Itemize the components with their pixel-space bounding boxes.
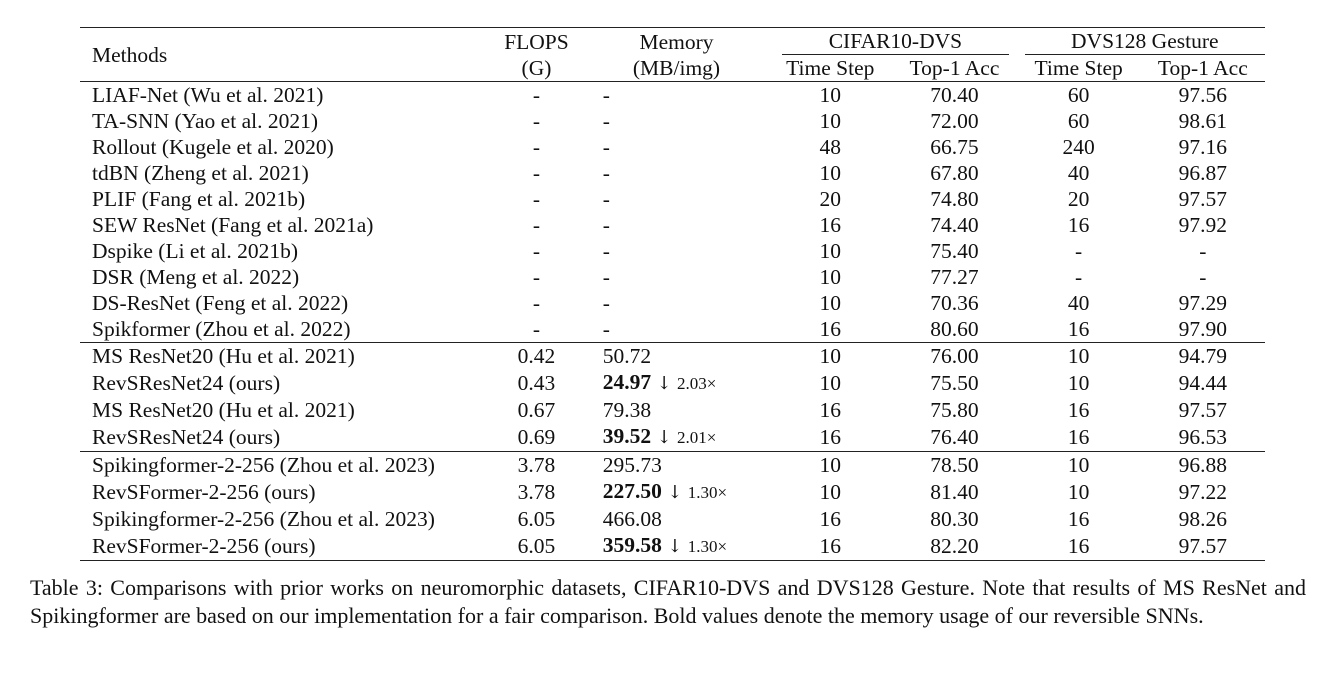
cell-top1-acc-dvs128: 97.90 (1178, 317, 1228, 341)
cell-memory (585, 478, 769, 506)
cell-top1-acc-cifar: 78.50 (892, 452, 1016, 479)
cell-time-step-dvs128: 16 (1017, 532, 1141, 561)
cell-method: LIAF-Net (Wu et al. 2021) (80, 82, 488, 109)
cell-top1-acc-cifar: 75.80 (930, 398, 979, 422)
cell-time-step-dvs128: 10 (1017, 452, 1141, 479)
cell-method: RevSResNet24 (ours) (92, 425, 281, 449)
cell-time-step-cifar: 10 (819, 480, 842, 504)
cell-top1-acc-dvs128: 97.57 (1141, 532, 1265, 561)
cell-time-step-dvs128: 16 (1067, 425, 1090, 449)
cell-method: MS ResNet20 (Hu et al. 2021) (80, 343, 488, 370)
cell-time-step-cifar: 10 (819, 291, 842, 315)
table-body (80, 82, 1265, 561)
cell-flops: - (532, 213, 541, 237)
cell-time-step-dvs128: 16 (1067, 398, 1090, 422)
header-group-cifar10-dvs (768, 28, 1016, 56)
cell-flops: 0.43 (517, 371, 556, 395)
cell-flops: - (532, 187, 541, 211)
table-row (80, 264, 1265, 290)
cell-memory: - (602, 239, 610, 263)
cell-memory: - (602, 109, 610, 133)
cell-method: SEW ResNet (Fang et al. 2021a) (92, 213, 374, 237)
down-arrow-icon: ↓ (667, 536, 683, 557)
cell-method: PLIF (Fang et al. 2021b) (92, 187, 306, 211)
memory-reduction-ratio: 2.03× (676, 374, 717, 393)
cell-flops: - (532, 135, 541, 159)
cell-time-step-dvs128: 16 (1067, 317, 1090, 341)
cell-method: RevSFormer-2-256 (ours) (80, 532, 488, 561)
table-row (80, 343, 1265, 370)
cell-time-step-cifar: 10 (819, 265, 842, 289)
table-row (80, 423, 1265, 452)
results-table (80, 27, 1265, 561)
cell-method: Spikformer (Zhou et al. 2022) (92, 317, 351, 341)
header-memory: Memory (639, 29, 714, 54)
table-row (80, 134, 1265, 160)
down-arrow-icon: ↓ (656, 373, 672, 394)
cell-time-step-dvs128: 20 (1067, 187, 1090, 211)
cell-memory: - (585, 82, 769, 109)
cell-time-step-dvs128: 10 (1017, 343, 1141, 370)
cell-top1-acc-cifar: 80.30 (930, 507, 979, 531)
cell-top1-acc-dvs128: 97.57 (1178, 187, 1228, 211)
cell-top1-acc-cifar: 76.00 (892, 343, 1016, 370)
cell-top1-acc-dvs128: 94.79 (1141, 343, 1265, 370)
cell-time-step-dvs128: - (1075, 239, 1083, 263)
memory-reduction-ratio: 1.30× (687, 537, 728, 556)
cell-top1-acc-dvs128: 97.16 (1178, 135, 1228, 159)
cell-top1-acc-dvs128: - (1199, 265, 1207, 289)
cell-time-step-cifar: 20 (819, 187, 842, 211)
cell-memory (585, 532, 769, 561)
table-row (80, 452, 1265, 479)
cell-time-step-dvs128: 60 (1017, 82, 1141, 109)
cell-flops: - (532, 291, 541, 315)
cell-time-step-cifar: 10 (819, 371, 842, 395)
cell-time-step-dvs128: 16 (1067, 507, 1090, 531)
cell-memory: - (602, 265, 610, 289)
memory-value-bold: 359.58 (602, 533, 662, 557)
cell-flops: 3.78 (517, 480, 556, 504)
header-memory-unit: (MB/img) (632, 56, 721, 80)
cell-time-step-cifar: 16 (768, 532, 892, 561)
cell-method: RevSFormer-2-256 (ours) (92, 480, 316, 504)
cell-time-step-cifar: 10 (819, 239, 842, 263)
cell-method: Spikingformer-2-256 (Zhou et al. 2023) (80, 452, 488, 479)
table-row (80, 316, 1265, 343)
cell-time-step-dvs128: 240 (1062, 135, 1095, 159)
cell-top1-acc-cifar: 70.40 (892, 82, 1016, 109)
cell-top1-acc-cifar: 80.60 (930, 317, 979, 341)
cell-time-step-cifar: 16 (819, 425, 842, 449)
cell-flops: - (532, 265, 541, 289)
cell-memory: - (602, 213, 610, 237)
cell-top1-acc-dvs128: 97.22 (1178, 480, 1228, 504)
cell-method: MS ResNet20 (Hu et al. 2021) (92, 398, 355, 422)
cell-top1-acc-dvs128: 98.26 (1178, 507, 1228, 531)
cell-method: Rollout (Kugele et al. 2020) (92, 135, 334, 159)
cell-top1-acc-dvs128: 96.53 (1178, 425, 1228, 449)
memory-value-bold: 39.52 (602, 424, 652, 448)
cell-time-step-dvs128: - (1075, 265, 1083, 289)
cell-method: tdBN (Zheng et al. 2021) (92, 161, 309, 185)
cell-top1-acc-cifar: 74.80 (930, 187, 979, 211)
cell-flops: 6.05 (517, 507, 556, 531)
cell-top1-acc-dvs128: 97.56 (1141, 82, 1265, 109)
cell-flops: - (532, 317, 541, 341)
cell-method: Spikingformer-2-256 (Zhou et al. 2023) (92, 507, 435, 531)
header-top1-acc-2: Top-1 Acc (1157, 56, 1248, 80)
header-group-dvs128 (1017, 28, 1265, 56)
cell-flops: 0.42 (488, 343, 585, 370)
cell-time-step-cifar: 16 (819, 398, 842, 422)
cell-top1-acc-cifar: 81.40 (930, 480, 979, 504)
table-row (80, 82, 1265, 109)
down-arrow-icon: ↓ (656, 427, 672, 448)
cell-time-step-cifar: 10 (768, 343, 892, 370)
table-row (80, 160, 1265, 186)
cell-time-step-cifar: 10 (768, 452, 892, 479)
table-row (80, 186, 1265, 212)
cell-method: DSR (Meng et al. 2022) (92, 265, 300, 289)
cell-time-step-cifar: 10 (819, 161, 842, 185)
table-caption: Table 3: Comparisons with prior works on neuromorphic datasets, CIFAR10-DVS and DVS128 Gesture. Note that results of MS ResNet and Spikingformer are based on our implementation for a fair comparison. Bold values denote the memory usage of our reversible SNNs. (30, 575, 1306, 628)
table-row (80, 506, 1265, 532)
cell-top1-acc-dvs128: - (1199, 239, 1207, 263)
cell-flops: - (532, 109, 541, 133)
header-time-step-1: Time Step (786, 56, 875, 80)
cell-flops: 6.05 (488, 532, 585, 561)
cell-memory: - (602, 291, 610, 315)
group-label-cifar10-dvs: CIFAR10-DVS (782, 28, 1008, 55)
cell-memory: - (602, 187, 610, 211)
cell-top1-acc-cifar: 66.75 (930, 135, 979, 159)
cell-time-step-cifar: 16 (819, 317, 842, 341)
cell-time-step-dvs128: 40 (1067, 291, 1090, 315)
cell-flops: 0.67 (517, 398, 556, 422)
header-time-step-2: Time Step (1034, 56, 1123, 80)
cell-time-step-cifar: 10 (819, 109, 842, 133)
cell-top1-acc-dvs128: 97.57 (1178, 398, 1228, 422)
cell-top1-acc-dvs128: 97.29 (1178, 291, 1228, 315)
group-label-dvs128: DVS128 Gesture (1025, 28, 1265, 55)
cell-top1-acc-dvs128: 98.61 (1178, 109, 1228, 133)
cell-method: TA-SNN (Yao et al. 2021) (92, 109, 319, 133)
cell-memory: - (602, 161, 610, 185)
memory-reduction-ratio: 1.30× (687, 483, 728, 502)
header-row-1 (80, 28, 1265, 56)
header-flops-unit: (G) (521, 56, 552, 80)
table-row (80, 108, 1265, 134)
table-row (80, 290, 1265, 316)
cell-memory: 466.08 (602, 507, 662, 531)
cell-memory (585, 423, 769, 452)
cell-flops: 0.69 (517, 425, 556, 449)
cell-top1-acc-dvs128: 96.88 (1141, 452, 1265, 479)
cell-top1-acc-cifar: 75.40 (930, 239, 979, 263)
header-methods: Methods (92, 42, 168, 67)
cell-memory: 79.38 (602, 398, 652, 422)
cell-memory: - (602, 135, 610, 159)
cell-time-step-dvs128: 40 (1067, 161, 1090, 185)
cell-flops: - (488, 82, 585, 109)
header-flops: FLOPS (504, 29, 569, 54)
cell-time-step-dvs128: 10 (1067, 371, 1090, 395)
table-row (80, 397, 1265, 423)
cell-flops: - (532, 161, 541, 185)
cell-method: DS-ResNet (Feng et al. 2022) (92, 291, 349, 315)
cell-top1-acc-cifar: 72.00 (930, 109, 979, 133)
cell-top1-acc-cifar: 74.40 (930, 213, 979, 237)
cell-memory: 50.72 (585, 343, 769, 370)
cell-time-step-dvs128: 16 (1067, 213, 1090, 237)
cell-flops: - (532, 239, 541, 263)
table-row (80, 369, 1265, 397)
cell-top1-acc-cifar: 82.20 (892, 532, 1016, 561)
cell-top1-acc-cifar: 76.40 (930, 425, 979, 449)
cell-top1-acc-dvs128: 97.92 (1178, 213, 1228, 237)
cell-flops: 3.78 (488, 452, 585, 479)
cell-time-step-cifar: 16 (819, 507, 842, 531)
table-row (80, 212, 1265, 238)
memory-reduction-ratio: 2.01× (676, 428, 717, 447)
cell-top1-acc-cifar: 75.50 (930, 371, 979, 395)
cell-time-step-cifar: 48 (819, 135, 842, 159)
memory-value-bold: 227.50 (602, 479, 662, 503)
table-row (80, 238, 1265, 264)
cell-time-step-dvs128: 60 (1067, 109, 1090, 133)
memory-value-bold: 24.97 (602, 370, 652, 394)
cell-memory (585, 369, 769, 397)
cell-top1-acc-cifar: 70.36 (930, 291, 979, 315)
table-row (80, 478, 1265, 506)
cell-top1-acc-dvs128: 94.44 (1178, 371, 1228, 395)
cell-method: RevSResNet24 (ours) (92, 371, 281, 395)
cell-top1-acc-cifar: 77.27 (930, 265, 979, 289)
cell-top1-acc-cifar: 67.80 (930, 161, 979, 185)
header-top1-acc-1: Top-1 Acc (909, 56, 1000, 80)
cell-time-step-dvs128: 10 (1067, 480, 1090, 504)
cell-method: Dspike (Li et al. 2021b) (92, 239, 298, 263)
cell-memory: - (602, 317, 610, 341)
cell-time-step-cifar: 10 (768, 82, 892, 109)
cell-time-step-cifar: 16 (819, 213, 842, 237)
cell-memory: 295.73 (585, 452, 769, 479)
cell-top1-acc-dvs128: 96.87 (1178, 161, 1228, 185)
table-row (80, 532, 1265, 561)
down-arrow-icon: ↓ (667, 482, 683, 503)
